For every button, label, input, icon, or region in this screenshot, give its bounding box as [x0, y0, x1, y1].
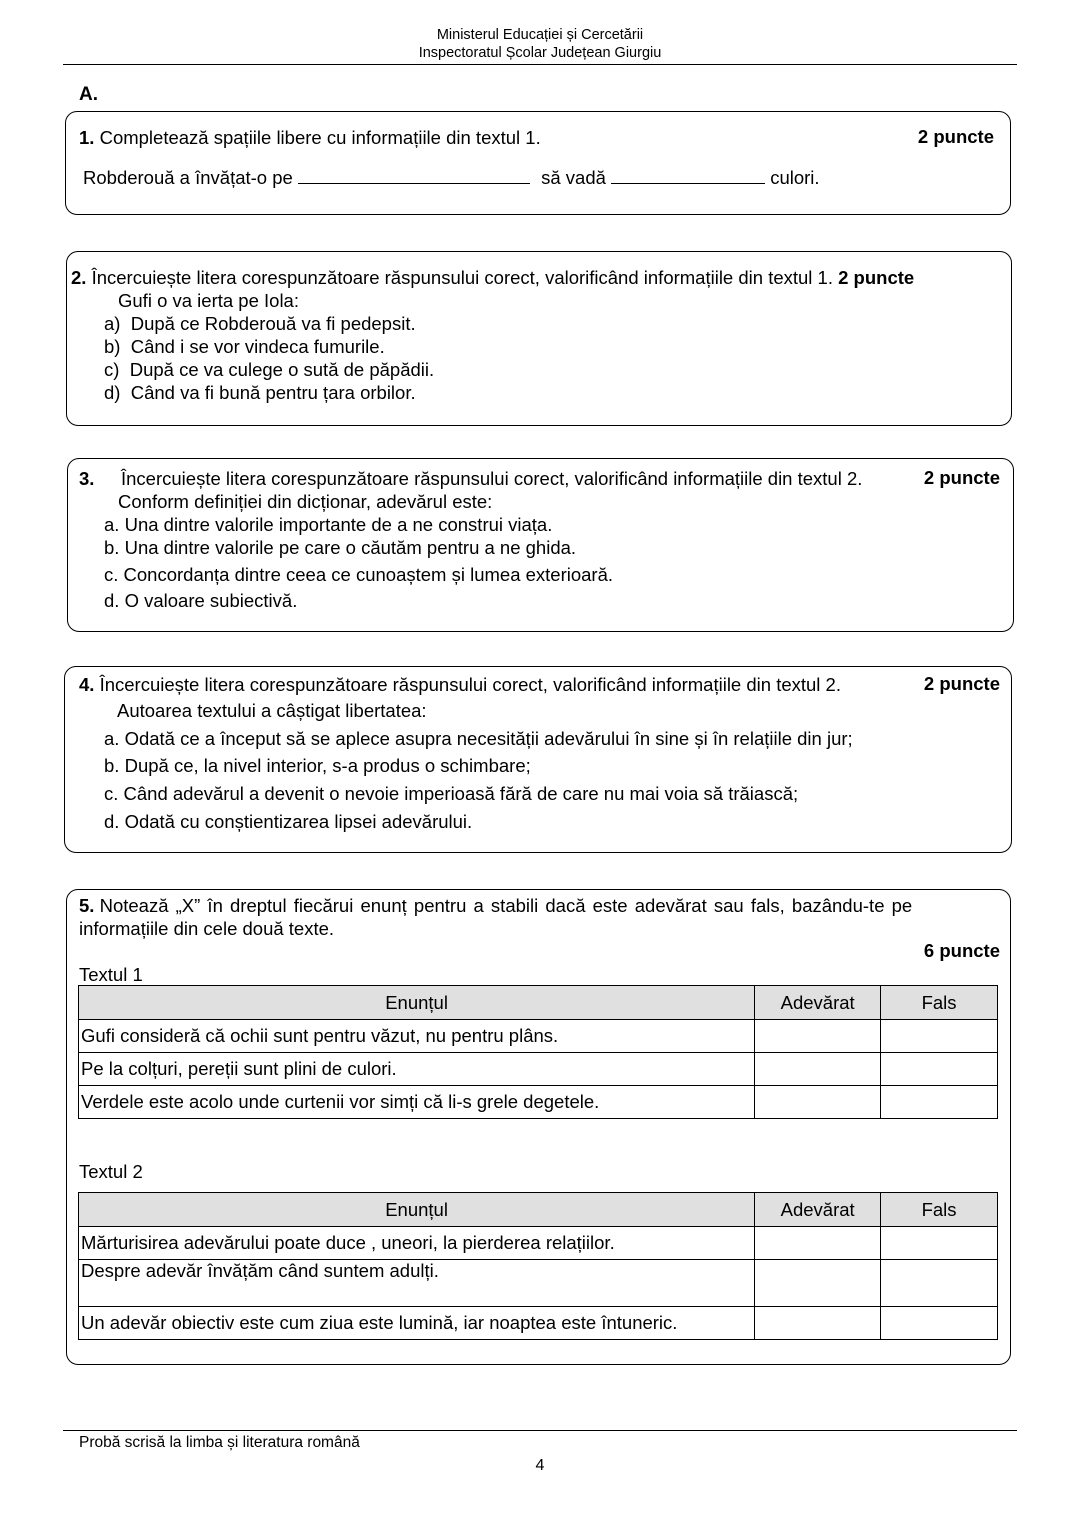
true-false-table-2 [78, 1192, 998, 1340]
column-header-statement: Enunțul [79, 1193, 755, 1227]
question-2-instruction [71, 266, 914, 289]
question-2-prompt: Gufi o va ierta pe Iola: [118, 290, 299, 311]
question-5-points: 6 puncte [923, 940, 1000, 961]
question-3-number [79, 467, 94, 490]
option-letter: a) [104, 313, 121, 334]
statement-cell: Mărturisirea adevărului poate duce , uneori, la pierderea relațiilor. [79, 1227, 755, 1260]
option-text: Odată ce a început să se aplece asupra necesității adevărului în sine și în relațiile din jur; [124, 728, 853, 749]
option-text: Una dintre valorile importante de a ne construi viața. [124, 514, 553, 535]
option-letter: b. [104, 755, 120, 776]
option-letter: c) [104, 359, 120, 380]
option-letter: a. [104, 514, 120, 535]
question-4-option-b[interactable] [104, 754, 531, 777]
option-text: Una dintre valorile pe care o căutăm pentru a ne ghida. [124, 537, 577, 558]
false-answer-cell[interactable] [881, 1053, 998, 1086]
fill-part-2: să vadă [541, 167, 606, 188]
fill-part-3: culori. [770, 167, 820, 188]
column-header-statement: Enunțul [79, 986, 755, 1020]
option-text: Când va fi bună pentru țara orbilor. [130, 382, 416, 403]
page-number: 4 [535, 1457, 545, 1474]
table-2-label: Textul 2 [79, 1161, 143, 1182]
option-letter: a. [104, 728, 120, 749]
statement-cell: Gufi consideră că ochii sunt pentru văzut, nu pentru plâns. [79, 1020, 755, 1053]
statement-cell: Verdele este acolo unde curtenii vor simți că li-s grele degetele. [79, 1086, 755, 1119]
question-2-option-a[interactable] [104, 312, 416, 335]
question-1-text: Completează spațiile libere cu informațiile din textul 1. [99, 127, 541, 148]
section-title: A. [79, 84, 98, 105]
question-2-option-b[interactable] [104, 335, 385, 358]
question-4-option-a[interactable] [104, 727, 853, 750]
statement-cell: Un adevăr obiectiv este cum ziua este lumină, iar noaptea este întuneric. [79, 1307, 755, 1340]
option-letter: d. [104, 811, 120, 832]
inspectorate-name: Inspectoratul Școlar Județean Giurgiu [418, 45, 662, 61]
question-3-prompt: Conform definiției din dicționar, adevărul este: [118, 491, 493, 512]
question-5-text-1: Notează „X” în dreptul fiecărui enunț pentru a stabili dacă este adevărat sau fals, bazându-te pe [99, 895, 913, 916]
question-4-number: 4. [79, 674, 95, 695]
question-4-prompt: Autoarea textului a câștigat libertatea: [117, 700, 427, 721]
fill-part-1: Robderouă a învățat-o pe [83, 167, 293, 188]
question-3-option-a[interactable] [104, 513, 552, 536]
header-rule [63, 64, 1017, 65]
column-header-false: Fals [881, 986, 998, 1020]
true-answer-cell[interactable] [755, 1260, 881, 1307]
question-1-fill-line [83, 166, 820, 189]
true-false-table-1 [78, 985, 998, 1119]
true-answer-cell[interactable] [755, 1020, 881, 1053]
page-header [0, 26, 1080, 62]
true-answer-cell[interactable] [755, 1227, 881, 1260]
true-answer-cell[interactable] [755, 1086, 881, 1119]
true-answer-cell[interactable] [755, 1053, 881, 1086]
column-header-false: Fals [881, 1193, 998, 1227]
option-letter: b) [104, 336, 121, 357]
question-3-text: Încercuiește litera corespunzătoare răspunsului corect, valorificând informațiile din textul 2. [121, 468, 863, 489]
question-5-line-1 [79, 894, 912, 917]
question-2-number: 2. [71, 267, 87, 288]
question-3-option-b[interactable] [104, 536, 576, 559]
false-answer-cell[interactable] [881, 1307, 998, 1340]
option-text: După ce Robderouă va fi pedepsit. [130, 313, 416, 334]
question-4-option-d[interactable] [104, 810, 472, 833]
option-letter: d) [104, 382, 121, 403]
question-4-points: 2 puncte [923, 673, 1000, 694]
table-1-label: Textul 1 [79, 964, 143, 985]
statement-cell: Pe la colțuri, pereții sunt plini de culori. [79, 1053, 755, 1086]
footer-title: Probă scrisă la limba și literatura română [79, 1434, 360, 1451]
question-5-number: 5. [79, 895, 95, 916]
answer-blank-1[interactable] [298, 167, 530, 184]
true-answer-cell[interactable] [755, 1307, 881, 1340]
table-row [79, 1053, 998, 1086]
false-answer-cell[interactable] [881, 1227, 998, 1260]
question-2-option-c[interactable] [104, 358, 434, 381]
question-4-instruction [79, 673, 841, 696]
ministry-name: Ministerul Educației și Cercetării [436, 27, 644, 43]
table-row [79, 1307, 998, 1340]
option-letter: c. [104, 564, 119, 585]
option-text: Când adevărul a devenit o nevoie imperioasă fără de care nu mai voia să trăiască; [123, 783, 799, 804]
column-header-true: Adevărat [755, 986, 881, 1020]
table-row [79, 1020, 998, 1053]
question-2-option-d[interactable] [104, 381, 416, 404]
false-answer-cell[interactable] [881, 1020, 998, 1053]
question-4-option-c[interactable] [104, 782, 798, 805]
question-1-instruction [79, 126, 541, 149]
question-2-points: 2 puncte [838, 267, 915, 288]
question-4-text: Încercuiește litera corespunzătoare răspunsului corect, valorificând informațiile din textul 2. [99, 674, 841, 695]
option-letter: c. [104, 783, 119, 804]
question-3-option-d[interactable] [104, 589, 297, 612]
footer-rule [63, 1430, 1017, 1431]
table-row [79, 1260, 998, 1307]
table-row [79, 1227, 998, 1260]
option-text: O valoare subiectivă. [124, 590, 298, 611]
false-answer-cell[interactable] [881, 1086, 998, 1119]
question-5-text-2: informațiile din cele două texte. [79, 918, 335, 939]
question-3-points: 2 puncte [923, 467, 1000, 488]
option-text: După ce, la nivel interior, s-a produs o schimbare; [124, 755, 531, 776]
table-row [79, 1086, 998, 1119]
option-text: Concordanța dintre ceea ce cunoaștem și lumea exterioară. [123, 564, 614, 585]
question-1-points: 2 puncte [917, 126, 994, 147]
statement-cell: Despre adevăr învățăm când suntem adulți. [79, 1260, 755, 1307]
question-1-number: 1. [79, 127, 95, 148]
answer-blank-2[interactable] [611, 167, 765, 184]
question-2-text: Încercuiește litera corespunzătoare răspunsului corect, valorificând informațiile din textul 1. [91, 267, 833, 288]
option-text: Odată cu conștientizarea lipsei adevărului. [124, 811, 473, 832]
false-answer-cell[interactable] [881, 1260, 998, 1307]
option-letter: d. [104, 590, 120, 611]
question-3-number-text: 3. [79, 468, 95, 489]
option-text: Când i se vor vindeca fumurile. [130, 336, 385, 357]
column-header-true: Adevărat [755, 1193, 881, 1227]
option-text: După ce va culege o sută de păpădii. [129, 359, 435, 380]
question-3-option-c[interactable] [104, 563, 613, 586]
option-letter: b. [104, 537, 120, 558]
